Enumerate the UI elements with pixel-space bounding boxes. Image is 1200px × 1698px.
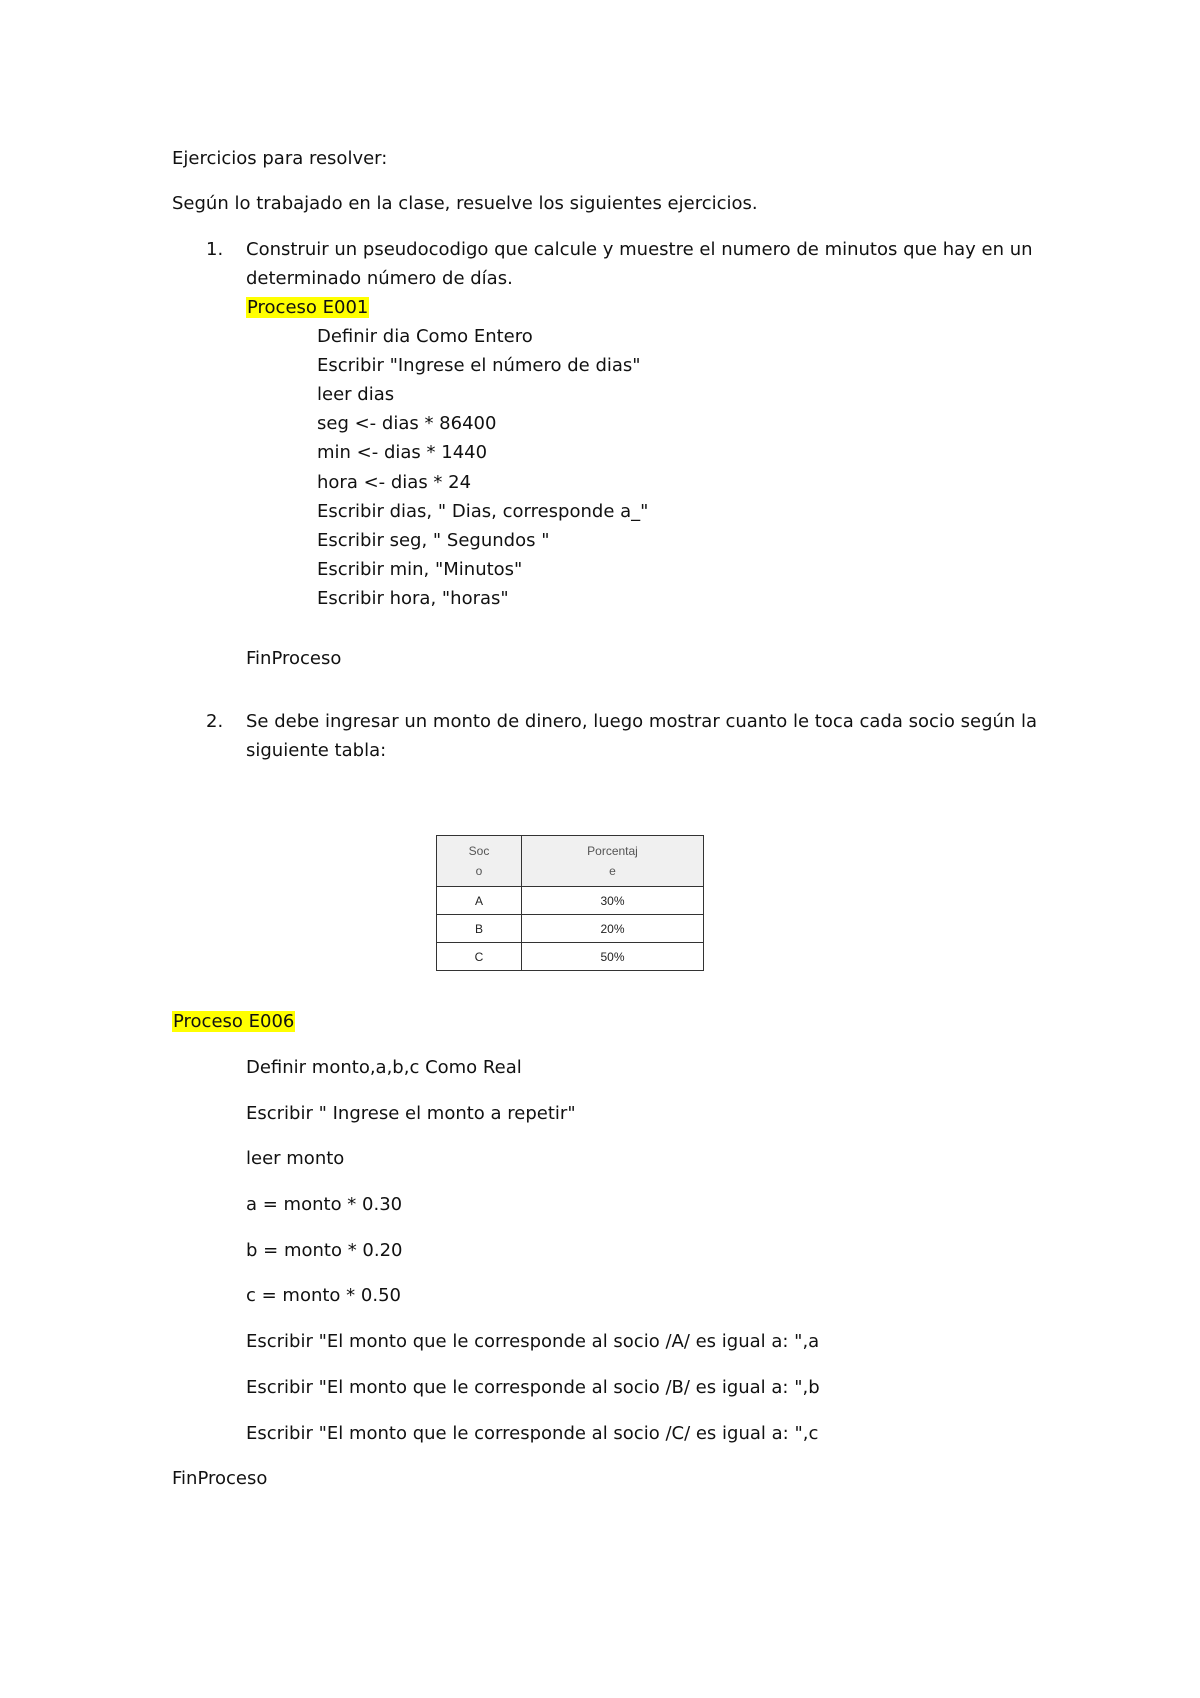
code-line: Definir dia Como Entero (317, 326, 533, 347)
exercise-1-statement-line1: Construir un pseudocodigo que calcule y muestre el numero de minutos que hay en un (246, 239, 1033, 260)
end-process-e001: FinProceso (246, 648, 342, 669)
socio-percentage-table (436, 835, 704, 971)
heading: Ejercicios para resolver: (172, 148, 388, 169)
process-label-e006: Proceso E006 (173, 1011, 295, 1032)
code-line: min <- dias * 1440 (317, 442, 488, 463)
table-header-cell: Porcentaj e (522, 836, 704, 887)
code-line: Escribir min, "Minutos" (317, 559, 523, 580)
exercise-2-number: 2. (206, 711, 224, 732)
exercise-2-statement-line1: Se debe ingresar un monto de dinero, luego mostrar cuanto le toca cada socio según la (246, 711, 1038, 732)
table-row (437, 887, 704, 915)
code-line: Escribir hora, "horas" (317, 588, 509, 609)
code-line: seg <- dias * 86400 (317, 413, 497, 434)
code-line: Escribir "El monto que le corresponde al socio /B/ es igual a: ",b (246, 1377, 820, 1398)
code-line: c = monto * 0.50 (246, 1285, 401, 1306)
code-line: leer dias (317, 384, 395, 405)
exercise-1-number: 1. (206, 239, 224, 260)
code-line: Escribir dias, " Dias, corresponde a_" (317, 501, 649, 522)
code-line: Escribir seg, " Segundos " (317, 530, 550, 551)
code-line: Definir monto,a,b,c Como Real (246, 1057, 522, 1078)
process-label-e001: Proceso E001 (247, 297, 369, 318)
table-cell: A (437, 887, 522, 915)
exercise-2-statement-line2: siguiente tabla: (246, 740, 387, 761)
code-line: Escribir " Ingrese el monto a repetir" (246, 1103, 576, 1124)
table-cell: 50% (522, 943, 704, 971)
code-line: Escribir "El monto que le corresponde al socio /A/ es igual a: ",a (246, 1331, 820, 1352)
code-line: Escribir "Ingrese el número de dias" (317, 355, 641, 376)
table-row (437, 943, 704, 971)
end-process-e006: FinProceso (172, 1468, 268, 1489)
exercise-1-statement-line2: determinado número de días. (246, 268, 513, 289)
table-cell: C (437, 943, 522, 971)
table-header-cell: Soc o (437, 836, 522, 887)
code-line: leer monto (246, 1148, 345, 1169)
intro-text: Según lo trabajado en la clase, resuelve los siguientes ejercicios. (172, 193, 758, 214)
table-cell: B (437, 915, 522, 943)
table-cell: 20% (522, 915, 704, 943)
code-line: hora <- dias * 24 (317, 472, 472, 493)
table-row (437, 915, 704, 943)
table-cell: 30% (522, 887, 704, 915)
code-line: Escribir "El monto que le corresponde al socio /C/ es igual a: ",c (246, 1423, 819, 1444)
code-line: a = monto * 0.30 (246, 1194, 403, 1215)
code-line: b = monto * 0.20 (246, 1240, 403, 1261)
table-header-row (437, 836, 704, 887)
